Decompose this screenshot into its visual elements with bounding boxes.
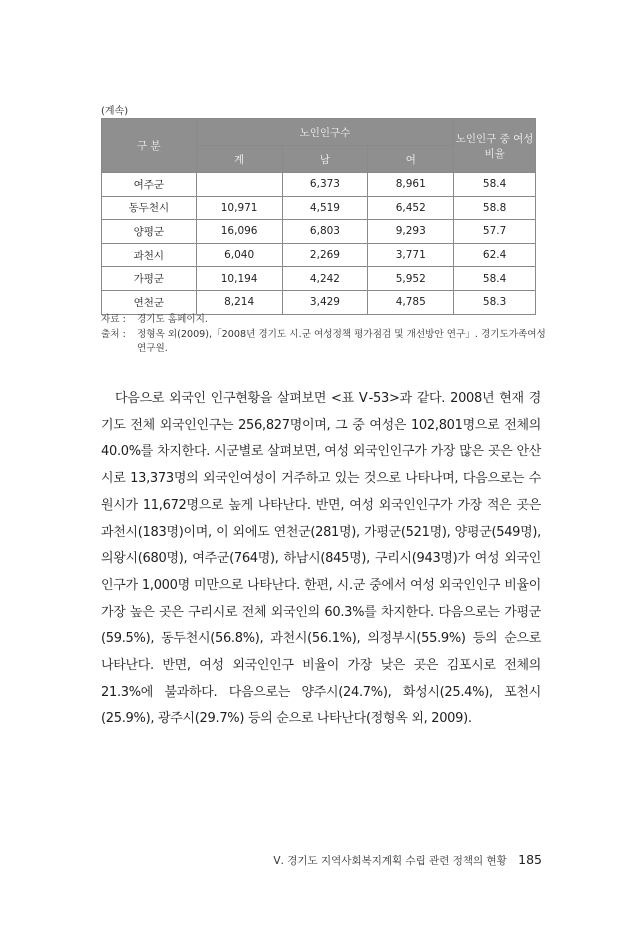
cell-male: 2,269 (282, 243, 368, 267)
chapter-title: Ⅴ. 경기도 지역사회복지계획 수립 관련 정책의 현황 (273, 855, 507, 867)
cell-ratio: 62.4 (454, 243, 536, 267)
cell-region: 양평군 (102, 220, 197, 244)
cell-male: 3,429 (282, 290, 368, 314)
elderly-population-table (101, 118, 536, 315)
header-female-ratio: 노인인구 중 여성비율 (454, 119, 536, 173)
page-footer (273, 852, 542, 868)
origin-text-cont: 연구원. (137, 343, 168, 354)
origin-key: 출처 : (101, 328, 126, 340)
source-key: 자료 : (101, 314, 126, 325)
cell-ratio: 58.4 (454, 267, 536, 291)
header-male: 남 (282, 146, 368, 173)
header-total: 계 (196, 146, 282, 173)
body-paragraph (101, 386, 541, 733)
paragraph: 다음으로 외국인 인구현황을 살펴보면 <표 Ⅴ-53>과 같다. 2008년 현재 경기도 전체 외국인인구는 256,827명이며, 그 중 여성은 102,801명으로 전체의 40.0%를 차지한다. 시군별로 살펴보면, 여성 외국인인구가 가장 많은 곳은 안산시로 13,373명의 외국인여성이 거주하고 있는 것으로 나타나며, 다음으로는 수원시가 11,672명으로 높게 나타난다. 반면, 여성 외국인인구가 가장 적은 곳은 과천시(183명)이며, 이 외에도 연천군(281명), 가평군(521명), 양평군(549명), 의왕시(680명), 여주군(764명), 하남시(845명), 구리시(943명)가 여성 외국인인구가 1,000명 미만으로 나타난다. 한편, 시․군 중에서 여성 외국인인구 비율이 가장 높은 곳은 구리시로 전체 외국인의 60.3%를 차지한다. 다음으로는 가평군(59.5%), 동두천시(56.8%), 과천시(56.1%), 의정부시(55.9%) 등의 순으로 나타난다. 반면, 여성 외국인인구 비율이 가장 낮은 곳은 김포시로 전체의 21.3%에 불과하다. 다음으로는 양주시(24.7%), 화성시(25.4%), 포천시(25.9%), 광주시(29.7%) 등의 순으로 나타난다(정형옥 외, 2009). (101, 391, 541, 727)
table-row (102, 220, 536, 244)
cell-total (196, 173, 282, 197)
cell-male: 6,373 (282, 173, 368, 197)
cell-ratio: 58.3 (454, 290, 536, 314)
table-row (102, 267, 536, 291)
cell-total: 10,971 (196, 196, 282, 220)
continued-label: (계속) (101, 106, 129, 117)
cell-total: 8,214 (196, 290, 282, 314)
header-region: 구 분 (102, 119, 197, 173)
cell-total: 16,096 (196, 220, 282, 244)
table-notes (101, 313, 546, 357)
cell-ratio: 58.8 (454, 196, 536, 220)
table-row (102, 196, 536, 220)
cell-female: 8,961 (368, 173, 454, 197)
cell-female: 5,952 (368, 267, 454, 291)
table-row (102, 290, 536, 314)
header-elderly-pop: 노인인구수 (196, 119, 453, 146)
cell-ratio: 58.4 (454, 173, 536, 197)
origin-text: 정형옥 외(2009),「2008년 경기도 시․군 여성정책 평가점검 및 개선방안 연구」. 경기도가족여성 (137, 328, 546, 340)
cell-female: 9,293 (368, 220, 454, 244)
cell-female: 4,785 (368, 290, 454, 314)
cell-female: 3,771 (368, 243, 454, 267)
cell-male: 4,242 (282, 267, 368, 291)
cell-region: 과천시 (102, 243, 197, 267)
table-row (102, 243, 536, 267)
cell-ratio: 57.7 (454, 220, 536, 244)
cell-male: 4,519 (282, 196, 368, 220)
cell-region: 가평군 (102, 267, 197, 291)
source-text: 경기도 홈페이지. (137, 314, 208, 325)
cell-region: 동두천시 (102, 196, 197, 220)
page-number: 185 (518, 852, 542, 867)
cell-male: 6,803 (282, 220, 368, 244)
cell-female: 6,452 (368, 196, 454, 220)
header-female: 여 (368, 146, 454, 173)
cell-region: 연천군 (102, 290, 197, 314)
cell-total: 10,194 (196, 267, 282, 291)
cell-region: 여주군 (102, 173, 197, 197)
table-row (102, 173, 536, 197)
cell-total: 6,040 (196, 243, 282, 267)
